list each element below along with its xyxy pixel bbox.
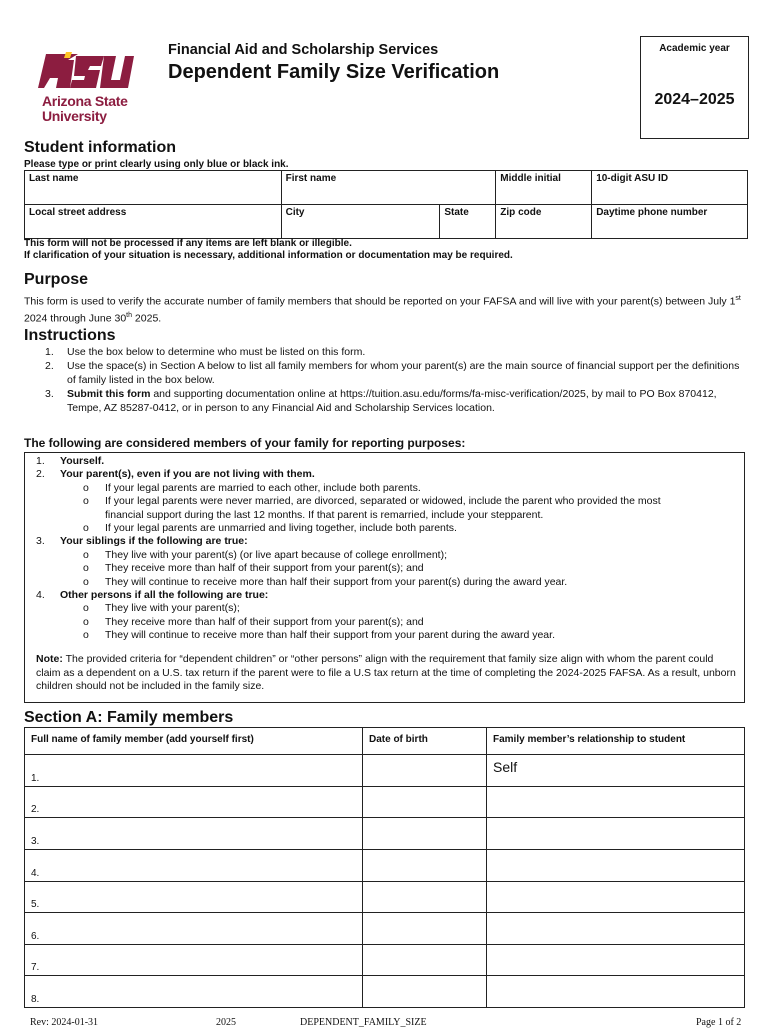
bullet-icon: o xyxy=(83,522,89,534)
purpose-text-c: 2025. xyxy=(132,312,162,324)
member-dob-field[interactable] xyxy=(363,913,487,945)
instruction-number: 3. xyxy=(45,388,54,400)
family-note xyxy=(36,653,736,694)
member-relationship: Self xyxy=(493,759,518,776)
footer-revision: Rev: 2024-01-31 xyxy=(30,1017,99,1028)
family-member-row xyxy=(25,849,745,881)
member-name-field[interactable] xyxy=(25,913,363,945)
phone-field[interactable] xyxy=(592,205,748,239)
column-header-dob: Date of birth xyxy=(363,728,487,755)
purpose-text-a: This form is used to verify the accurate number of family members that should be reported on your FAFSA and will live with your parent(s) between July 1 xyxy=(24,295,736,308)
member-dob-field[interactable] xyxy=(363,849,487,881)
family-definition-row xyxy=(105,509,543,522)
member-dob-field[interactable] xyxy=(363,944,487,976)
family-member-row xyxy=(25,786,745,818)
member-name-field[interactable] xyxy=(25,786,363,818)
member-dob-field[interactable] xyxy=(363,755,487,787)
instruction-item xyxy=(37,359,747,387)
family-definition-row xyxy=(83,522,457,535)
row-number: 5. xyxy=(31,899,40,911)
member-relationship-field[interactable] xyxy=(487,755,745,787)
member-name-field[interactable] xyxy=(25,755,363,787)
family-definitions-box xyxy=(24,452,745,703)
member-relationship-field[interactable] xyxy=(487,786,745,818)
member-dob-field[interactable] xyxy=(363,818,487,850)
ink-note: Please type or print clearly using only blue or black ink. xyxy=(24,159,289,170)
family-member-row xyxy=(25,944,745,976)
family-definition-row xyxy=(83,575,568,589)
bullet-icon: o xyxy=(83,495,89,508)
purpose-sup-1: st xyxy=(735,295,741,302)
purpose-text xyxy=(24,292,746,325)
family-definition-row xyxy=(83,548,447,562)
academic-year-label: Academic year xyxy=(659,43,730,54)
form-title: Dependent Family Size Verification xyxy=(168,61,500,83)
family-definition-row xyxy=(83,495,661,508)
footer-year: 2025 xyxy=(216,1017,236,1028)
street-address-label: Local street address xyxy=(29,207,127,218)
family-member-row xyxy=(25,755,745,787)
state-label: State xyxy=(444,207,469,218)
department-name: Financial Aid and Scholarship Services xyxy=(168,42,439,58)
purpose-sup-2: th xyxy=(126,311,133,319)
bullet-icon: o xyxy=(83,481,89,494)
section-a-heading: Section A: Family members xyxy=(24,709,234,726)
family-definition-row xyxy=(36,468,315,481)
footer-page-number: Page 1 of 2 xyxy=(696,1017,742,1028)
member-name-field[interactable] xyxy=(25,976,363,1008)
university-line-1: Arizona State xyxy=(42,93,128,109)
academic-year-value: 2024–2025 xyxy=(654,91,735,108)
instruction-bold: Submit this form xyxy=(67,388,151,400)
family-definition-row xyxy=(83,615,424,629)
column-header-relationship: Family member’s relationship to student xyxy=(487,728,745,755)
family-note-text: The provided criteria for “dependent children” or “other persons” align with the requirement that family size align with whom the parent could claim as a dependent on a U.S. tax return if the parent were to file a U.S tax return at the time of completing the 2024-2025 FAFSA. As a result, unborn children should not be included in the family size. xyxy=(36,653,736,692)
middle-initial-field[interactable] xyxy=(496,171,592,205)
bullet-icon: o xyxy=(83,562,89,575)
definition-number: 2. xyxy=(36,468,45,481)
clarification-warning: If clarification of your situation is necessary, additional information or documentation may be required. xyxy=(24,250,513,261)
definition-text: If your legal parents are unmarried and living together, include both parents. xyxy=(105,522,457,534)
bullet-icon: o xyxy=(83,548,89,561)
zip-code-label: Zip code xyxy=(500,207,542,218)
row-number: 7. xyxy=(31,962,40,974)
family-definition-row xyxy=(83,562,424,575)
family-note-label: Note: xyxy=(36,653,63,665)
row-number: 3. xyxy=(31,835,40,847)
instruction-number: 2. xyxy=(45,360,54,372)
member-name-field[interactable] xyxy=(25,818,363,850)
definition-text: They live with your parent(s); xyxy=(105,602,240,615)
member-name-field[interactable] xyxy=(25,944,363,976)
definition-text: They will continue to receive more than half their support from your parent(s) during the award year. xyxy=(105,575,568,588)
definition-text: They will continue to receive more than half their support from your parent during the award year. xyxy=(105,629,555,642)
last-name-field[interactable] xyxy=(25,171,282,205)
first-name-field[interactable] xyxy=(281,171,496,205)
instructions-list xyxy=(37,345,747,415)
member-relationship-field[interactable] xyxy=(487,818,745,850)
instruction-text: and supporting documentation online at https://tuition.asu.edu/forms/fa-misc-verification/2025, by mail to PO Box 870412, Tempe, AZ 85287-0412, or in person to any Financial Aid and Scholarship Services location. xyxy=(67,388,717,414)
definition-number: 4. xyxy=(36,589,45,601)
definition-title: Your siblings if the following are true: xyxy=(60,535,248,548)
row-number: 1. xyxy=(31,772,40,784)
student-info-heading: Student information xyxy=(24,139,176,156)
column-header-name: Full name of family member (add yourself first) xyxy=(25,728,363,755)
first-name-label: First name xyxy=(285,173,337,184)
definition-text: financial support during the last 12 months. If that parent is remarried, include your stepparent. xyxy=(105,508,544,521)
academic-year-box xyxy=(640,36,749,139)
definition-title: Your parent(s), even if you are not living with them. xyxy=(60,468,315,481)
definition-text: They live with your parent(s) (or live apart because of college enrollment); xyxy=(105,548,447,561)
city-label: City xyxy=(285,207,305,218)
university-name xyxy=(42,94,128,124)
family-definition-row xyxy=(83,629,555,642)
member-dob-field[interactable] xyxy=(363,881,487,913)
city-field[interactable] xyxy=(281,205,440,239)
family-box-heading: The following are considered members of your family for reporting purposes: xyxy=(24,436,466,450)
instruction-item xyxy=(37,345,747,359)
definition-number: 3. xyxy=(36,535,45,548)
member-relationship-field[interactable] xyxy=(487,976,745,1008)
bullet-icon: o xyxy=(83,629,89,642)
definition-number: 1. xyxy=(36,455,45,467)
asu-logo xyxy=(38,52,134,92)
definition-text: If your legal parents are married to each other, include both parents. xyxy=(105,481,421,494)
instruction-number: 1. xyxy=(45,346,54,358)
zip-code-field[interactable] xyxy=(496,205,592,239)
bullet-icon: o xyxy=(83,615,89,628)
definition-title: Other persons if all the following are true: xyxy=(60,589,269,601)
family-members-table xyxy=(24,727,745,1008)
member-dob-field[interactable] xyxy=(363,786,487,818)
instruction-item xyxy=(37,387,747,415)
phone-label: Daytime phone number xyxy=(596,207,708,218)
university-line-2: University xyxy=(42,108,107,124)
middle-initial-label: Middle initial xyxy=(500,173,561,184)
last-name-label: Last name xyxy=(29,173,79,184)
family-definition-row xyxy=(36,535,248,548)
family-definition-row xyxy=(83,481,421,495)
member-relationship-field[interactable] xyxy=(487,913,745,945)
member-relationship-field[interactable] xyxy=(487,849,745,881)
member-relationship-field[interactable] xyxy=(487,944,745,976)
bullet-icon: o xyxy=(83,575,89,588)
bullet-icon: o xyxy=(83,602,89,615)
instruction-text: Use the box below to determine who must be listed on this form. xyxy=(67,346,366,358)
family-definition-row xyxy=(83,602,240,615)
member-name-field[interactable] xyxy=(25,881,363,913)
street-address-field[interactable] xyxy=(25,205,282,239)
family-member-row xyxy=(25,976,745,1008)
student-info-table xyxy=(24,170,748,239)
row-number: 4. xyxy=(31,867,40,879)
member-dob-field[interactable] xyxy=(363,976,487,1008)
member-name-field[interactable] xyxy=(25,849,363,881)
definition-text: They receive more than half of their support from your parent(s); and xyxy=(105,615,424,628)
state-field[interactable] xyxy=(440,205,496,239)
purpose-text-b: 2024 through June 30 xyxy=(24,312,127,324)
asu-id-label: 10-digit ASU ID xyxy=(596,173,669,184)
asu-logo-u xyxy=(100,56,134,88)
family-definition-row xyxy=(36,589,269,602)
instruction-text: Use the space(s) in Section A below to list all family members for whom your parent(s) are the main source of financial support per the definitions of family listed in the box below. xyxy=(67,360,740,386)
definition-text: They receive more than half of their support from your parent(s); and xyxy=(105,562,424,575)
blank-warning: This form will not be processed if any items are left blank or illegible. xyxy=(24,238,352,249)
footer-form-code: DEPENDENT_FAMILY_SIZE xyxy=(300,1017,427,1028)
member-relationship-field[interactable] xyxy=(487,881,745,913)
asu-logo-s xyxy=(70,56,104,88)
family-member-row xyxy=(25,881,745,913)
definition-title: Yourself. xyxy=(60,455,105,467)
family-member-row xyxy=(25,913,745,945)
family-definition-row xyxy=(36,455,105,468)
row-number: 8. xyxy=(31,994,40,1005)
family-member-row xyxy=(25,818,745,850)
purpose-heading: Purpose xyxy=(24,271,89,288)
asu-id-field[interactable] xyxy=(592,171,748,205)
row-number: 6. xyxy=(31,930,40,942)
instructions-heading: Instructions xyxy=(24,327,116,344)
row-number: 2. xyxy=(31,804,40,816)
definition-text: If your legal parents were never married, are divorced, separated or widowed, include the parent who provided the most xyxy=(105,495,661,508)
